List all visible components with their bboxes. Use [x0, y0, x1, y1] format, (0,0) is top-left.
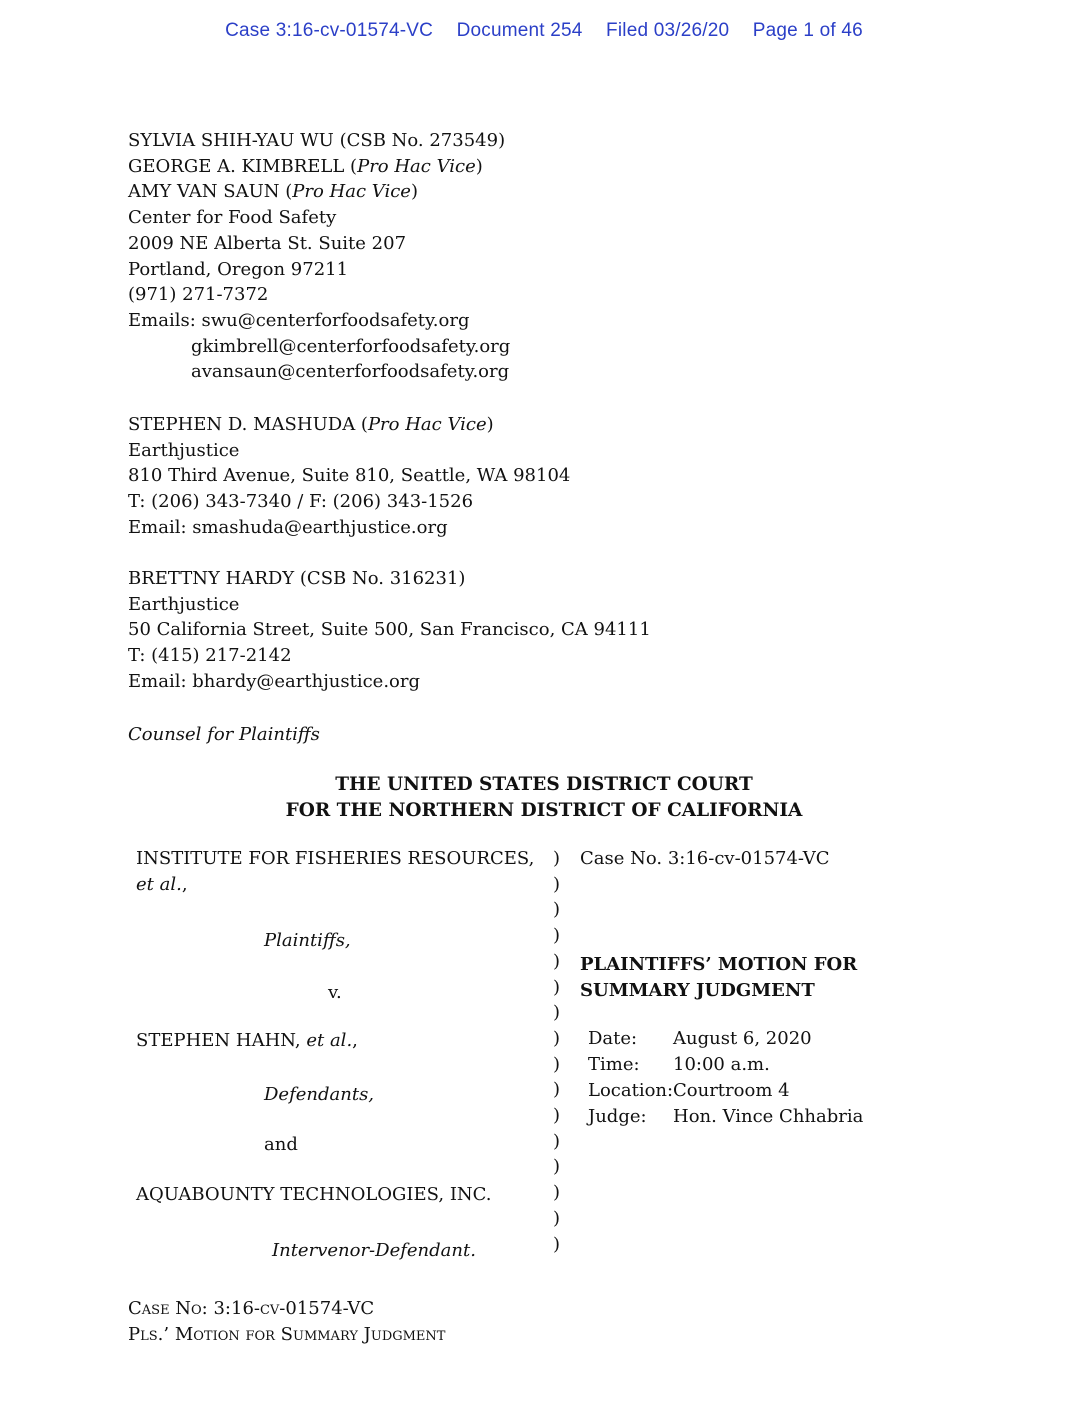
- header-case-number: Case 3:16-cv-01574-VC: [225, 20, 434, 41]
- address-line: 2009 NE Alberta St. Suite 207: [128, 232, 407, 254]
- motion-title: PLAINTIFFS’ MOTION FOR SUMMARY JUDGMENT: [580, 954, 858, 1001]
- paren: ): [553, 1233, 561, 1255]
- phone: (971) 271-7372: [128, 284, 269, 306]
- paren: ): [553, 899, 561, 921]
- email-line: Email: bhardy@earthjustice.org: [128, 670, 421, 692]
- hearing-details: [588, 1026, 863, 1130]
- paren: ): [553, 1053, 561, 1075]
- header-page-number: Page 1 of 46: [752, 20, 863, 41]
- organization: Center for Food Safety: [128, 207, 337, 229]
- counsel-block-earthjustice-sf: [128, 566, 651, 695]
- court-title: THE UNITED STATES DISTRICT COURT FOR THE NORTHERN DISTRICT OF CALIFORNIA: [285, 774, 803, 821]
- organization: Earthjustice: [128, 593, 240, 615]
- email-line: Emails: swu@centerforfoodsafety.org: [128, 309, 470, 331]
- plaintiffs-label: Plaintiffs,: [264, 930, 351, 951]
- plaintiff-name: INSTITUTE FOR FISHERIES RESOURCES,: [136, 848, 535, 869]
- hearing-date: Date: August 6, 2020: [588, 1028, 812, 1049]
- attorney-line: SYLVIA SHIH-YAU WU (CSB No. 273549): [128, 130, 506, 151]
- paren: ): [553, 1182, 561, 1204]
- counsel-block-earthjustice-seattle: [128, 412, 570, 541]
- paren: ): [553, 1079, 561, 1101]
- paren: ): [553, 950, 561, 972]
- email-line: gkimbrell@centerforfoodsafety.org: [191, 335, 511, 357]
- attorney-line: GEORGE A. KIMBRELL (Pro Hac Vice): [128, 155, 483, 177]
- page-footer: [128, 1296, 445, 1348]
- address-line: 810 Third Avenue, Suite 810, Seattle, WA 98104: [128, 465, 571, 487]
- paren: ): [553, 1002, 561, 1024]
- address-line: 50 California Street, Suite 500, San Francisco, CA 94111: [128, 619, 651, 641]
- footer-document-title: Pls.’ Motion for Summary Judgment: [128, 1324, 446, 1345]
- header-filed-date: Filed 03/26/20: [606, 20, 730, 41]
- paren: ): [553, 848, 561, 869]
- intervenor-label: Intervenor-Defendant.: [272, 1240, 476, 1261]
- intervenor-name: AQUABOUNTY TECHNOLOGIES, INC.: [136, 1184, 492, 1205]
- attorney-line: AMY VAN SAUN (Pro Hac Vice): [128, 181, 418, 203]
- defendants-label: Defendants,: [264, 1084, 375, 1105]
- phone: T: (206) 343-7340 / F: (206) 343-1526: [128, 491, 474, 513]
- counsel-for-plaintiffs: Counsel for Plaintiffs: [128, 724, 320, 745]
- paren: ): [553, 873, 561, 895]
- address-line: Portland, Oregon 97211: [128, 258, 349, 280]
- hearing-judge: Judge: Hon. Vince Chhabria: [588, 1106, 864, 1127]
- attorney-line: STEPHEN D. MASHUDA (Pro Hac Vice): [128, 414, 494, 435]
- paren: ): [553, 1130, 561, 1152]
- case-number: Case No. 3:16-cv-01574-VC: [580, 848, 830, 869]
- paren: ): [553, 976, 561, 998]
- email-line: Email: smashuda@earthjustice.org: [128, 516, 448, 538]
- paren: ): [553, 1027, 561, 1049]
- attorney-line: BRETTNY HARDY (CSB No. 316231): [128, 568, 466, 589]
- hearing-location: Location: Courtroom 4: [588, 1080, 790, 1101]
- plaintiff-et-al: et al.,: [136, 874, 188, 895]
- counsel-block-center-for-food-safety: [128, 128, 510, 385]
- organization: Earthjustice: [128, 439, 240, 461]
- paren: ): [553, 925, 561, 947]
- paren: ): [553, 1156, 561, 1178]
- paren: ): [553, 1207, 561, 1229]
- ecf-header: [0, 20, 1088, 42]
- paren: ): [553, 1105, 561, 1126]
- defendant-name: STEPHEN HAHN, et al.,: [136, 1030, 358, 1051]
- phone: T: (415) 217-2142: [128, 645, 292, 667]
- footer-case-number: Case No: 3:16-cv-01574-VC: [128, 1298, 375, 1319]
- header-document-number: Document 254: [456, 20, 583, 41]
- hearing-time: Time: 10:00 a.m.: [588, 1054, 770, 1075]
- versus: v.: [328, 982, 342, 1003]
- email-line: avansaun@centerforfoodsafety.org: [191, 361, 510, 383]
- and-conjunction: and: [264, 1134, 298, 1155]
